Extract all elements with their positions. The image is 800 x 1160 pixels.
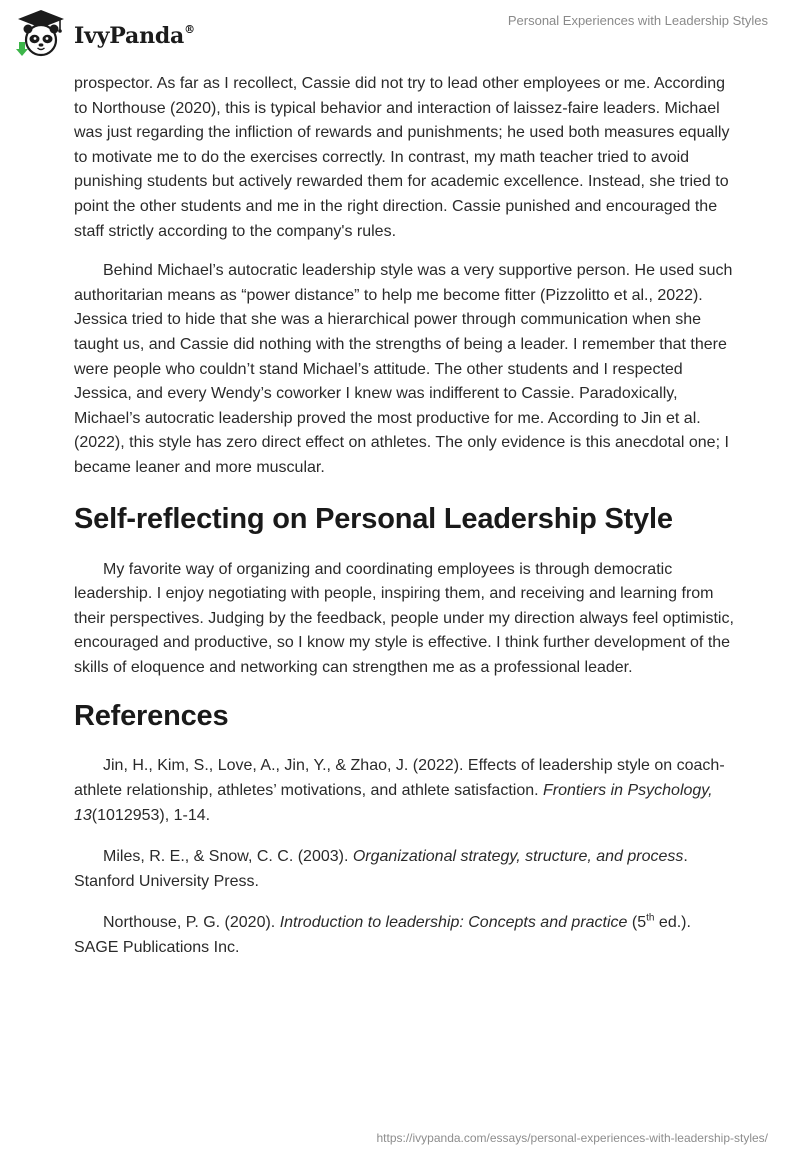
paragraph-personal-style: My favorite way of organizing and coordinating employees is through democratic leadership. I enjoy negotiating with people, inspiring them, and receiving and learning from their perspectives. Judging by the feedback, people under my direction always feel optimistic, encouraged and productive, so I know my style is effective. I think further development of the skills of eloquence and networking can strengthen me as a professional leader.: [74, 560, 734, 676]
source-url[interactable]: https://ivypanda.com/essays/personal-experiences-with-leadership-styles/: [376, 1131, 768, 1145]
essay-content: [74, 72, 734, 961]
reference-miles: Miles, R. E., & Snow, C. C. (2003). Organizational strategy, structure, and process. Stanford University Press.: [74, 848, 688, 890]
heading-references: References: [74, 700, 229, 733]
page-header: [0, 0, 800, 70]
paragraph-continuation: prospector. As far as I recollect, Cassie did not try to lead other employees or me. According to Northouse (2020), this is typical behavior and interaction of laissez-faire leaders. Michael was just regarding the infliction of rewards and punishments; he used both measures equally to motivate me to do the exercises correctly. In contrast, my math teacher tried to avoid punishing students but actively rewarded them for academic excellence. Instead, she tried to point the other students and me in the right direction. Cassie punished and encouraged the staff strictly according to the company's rules.: [74, 75, 730, 240]
heading-self-reflecting: Self-reflecting on Personal Leadership Style: [74, 502, 673, 535]
paragraph-autocratic-style: Behind Michael’s autocratic leadership style was a very supportive person. He used such authoritarian means as “power distance” to help me become fitter (Pizzolitto et al., 2022). Jessica tried to hide that she was a hierarchical power through communication when she taught us, and Cassie did nothing with the strengths of being a leader. I remember that there were people who couldn’t stand Michael’s attitude. The other students and I respected Jessica, and every Wendy’s coworker I knew was indifferent to Cassie. Paradoxically, Michael’s autocratic leadership proved the most productive for me. According to Jin et al. (2022), this style has zero direct effect on athletes. The only evidence is this anecdotal one; I became leaner and more muscular.: [74, 262, 733, 476]
reference-northouse: Northouse, P. G. (2020). Introduction to leadership: Concepts and practice (5th ed.). SAGE Publications Inc.: [74, 913, 691, 957]
document-title: Personal Experiences with Leadership Styles: [507, 13, 768, 28]
brand-name: IvyPanda®: [74, 22, 195, 49]
ivypanda-logo[interactable]: [14, 8, 195, 58]
panda-graduate-icon: [14, 8, 68, 58]
reference-jin: Jin, H., Kim, S., Love, A., Jin, Y., & Zhao, J. (2022). Effects of leadership style on coach-athlete relationship, athletes’ motivations, and athlete satisfaction. Frontiers in Psychology, 13(1012953), 1-14.: [74, 757, 725, 824]
